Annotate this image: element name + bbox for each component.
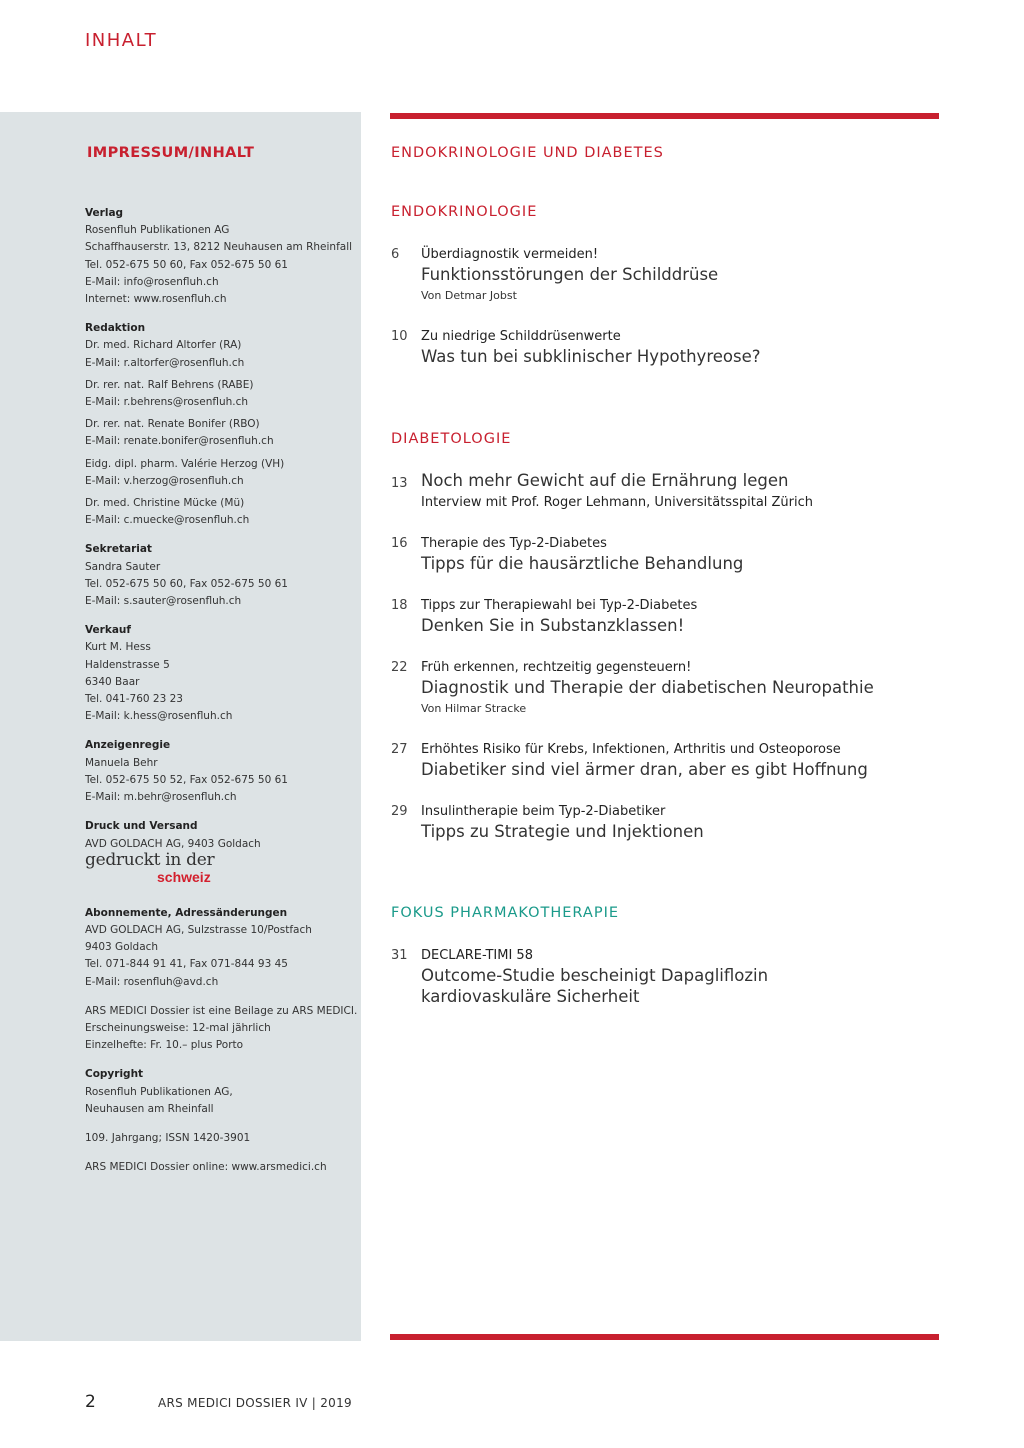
editor-name: Dr. med. Richard Altorfer (RA)	[85, 339, 242, 352]
page-number: 13	[391, 476, 408, 491]
footer-page-number: 2	[85, 1392, 96, 1412]
email-link[interactable]: E-Mail: m.behr@rosenfluh.ch	[85, 791, 237, 804]
entry-headline: Tipps für die hausärztliche Behandlung	[421, 554, 744, 573]
verkauf-section	[85, 622, 355, 725]
imprint-line: AVD GOLDACH AG, Sulzstrasse 10/Postfach	[85, 923, 312, 936]
email-link[interactable]: E-Mail: renate.bonifer@rosenfluh.ch	[85, 435, 274, 448]
section-label: Abonnemente, Adressänderungen	[85, 906, 288, 919]
entry-kicker: Erhöhtes Risiko für Krebs, Infektionen, Arthritis und Osteoporose	[421, 742, 841, 757]
imprint-line: Rosenfluh Publikationen AG,	[85, 1085, 233, 1098]
main-section-title: ENDOKRINOLOGIE UND DIABETES	[391, 145, 664, 161]
email-link[interactable]: E-Mail: c.muecke@rosenfluh.ch	[85, 514, 250, 527]
section-title-diabetologie: DIABETOLOGIE	[391, 431, 512, 447]
logo-text-line1: gedruckt in der	[85, 849, 215, 870]
issn-line	[85, 1130, 355, 1147]
email-link[interactable]: E-Mail: r.altorfer@rosenfluh.ch	[85, 356, 245, 369]
imprint-line: 6340 Baar	[85, 675, 140, 688]
email-link[interactable]: E-Mail: k.hess@rosenfluh.ch	[85, 710, 233, 723]
email-link[interactable]: E-Mail: rosenfluh@avd.ch	[85, 975, 219, 988]
imprint-line: Einzelhefte: Fr. 10.– plus Porto	[85, 1039, 244, 1052]
entry-kicker: Tipps zur Therapiewahl bei Typ-2-Diabetes	[421, 598, 698, 613]
entry-headline: Funktionsstörungen der Schilddrüse	[421, 265, 719, 284]
editor-name: Dr. rer. nat. Ralf Behrens (RABE)	[85, 378, 254, 391]
section-title-fokus: FOKUS PHARMAKOTHERAPIE	[391, 905, 620, 921]
copyright-section	[85, 1066, 355, 1118]
imprint-line: ARS MEDICI Dossier ist eine Beilage zu ARS MEDICI.	[85, 1004, 358, 1017]
editor-entry	[85, 416, 355, 450]
imprint-line: Neuhausen am Rheinfall	[85, 1102, 214, 1115]
entry-headline: Noch mehr Gewicht auf die Ernährung legen	[421, 471, 789, 490]
imprint-line: AVD GOLDACH AG, 9403 Goldach	[85, 837, 261, 850]
entry-kicker: Insulintherapie beim Typ-2-Diabetiker	[421, 804, 666, 819]
section-label: Copyright	[85, 1068, 144, 1081]
bottom-red-rule	[390, 1334, 939, 1340]
page-number: 6	[391, 247, 400, 262]
editor-name: Dr. med. Christine Mücke (Mü)	[85, 497, 245, 510]
sekretariat-section	[85, 541, 355, 610]
entry-headline-line2: kardiovaskuläre Sicherheit	[421, 987, 640, 1006]
section-label: Verkauf	[85, 624, 131, 637]
page-number: 22	[391, 660, 408, 675]
imprint-line: Rosenfluh Publikationen AG	[85, 224, 230, 237]
page-number: 18	[391, 598, 408, 613]
page-header-title: INHALT	[85, 30, 158, 51]
sidebar-title: IMPRESSUM/INHALT	[87, 145, 255, 161]
imprint-line: Tel. 052-675 50 60, Fax 052-675 50 61	[85, 577, 288, 590]
top-red-rule	[390, 113, 939, 119]
page-number: 10	[391, 329, 408, 344]
impressum-sidebar	[0, 112, 361, 1341]
imprint-line: Tel. 071-844 91 41, Fax 071-844 93 45	[85, 958, 288, 971]
imprint-line: Tel. 041-760 23 23	[85, 693, 183, 706]
editor-name: Eidg. dipl. pharm. Valérie Herzog (VH)	[85, 457, 285, 470]
editor-entry	[85, 456, 355, 490]
email-link[interactable]: E-Mail: r.behrens@rosenfluh.ch	[85, 396, 249, 409]
section-label: Verlag	[85, 207, 124, 219]
website-link[interactable]: Internet: www.rosenfluh.ch	[85, 293, 227, 306]
imprint-line: Tel. 052-675 50 52, Fax 052-675 50 61	[85, 773, 288, 786]
entry-subtitle: Interview mit Prof. Roger Lehmann, Universitätsspital Zürich	[421, 495, 814, 510]
page-number: 29	[391, 804, 408, 819]
section-label: Anzeigenregie	[85, 739, 171, 752]
imprint-line: Tel. 052-675 50 60, Fax 052-675 50 61	[85, 258, 288, 271]
entry-kicker: DECLARE-TIMI 58	[421, 948, 533, 963]
publication-info	[85, 1003, 358, 1055]
abo-section	[85, 905, 355, 991]
editor-entry	[85, 337, 355, 371]
imprint-line: 109. Jahrgang; ISSN 1420-3901	[85, 1131, 251, 1144]
imprint-line: Kurt M. Hess	[85, 641, 151, 654]
email-link[interactable]: E-Mail: info@rosenfluh.ch	[85, 275, 219, 288]
verlag-section	[85, 205, 355, 308]
editor-entry	[85, 495, 355, 529]
imprint-line: Haldenstrasse 5	[85, 658, 170, 671]
entry-headline-line1: Outcome-Studie bescheinigt Dapagliflozin	[421, 966, 769, 985]
imprint-line: Schaffhauserstr. 13, 8212 Neuhausen am Rheinfall	[85, 241, 353, 254]
entry-headline: Diagnostik und Therapie der diabetischen Neuropathie	[421, 678, 874, 697]
email-link[interactable]: E-Mail: s.sauter@rosenfluh.ch	[85, 595, 242, 608]
footer-publication: ARS MEDICI DOSSIER IV | 2019	[158, 1396, 352, 1410]
section-label: Redaktion	[85, 322, 146, 335]
editor-name: Dr. rer. nat. Renate Bonifer (RBO)	[85, 418, 260, 431]
entry-byline: Von Detmar Jobst	[421, 289, 517, 302]
page-number: 16	[391, 536, 408, 551]
entry-kicker: Zu niedrige Schilddrüsenwerte	[421, 329, 621, 344]
email-link[interactable]: E-Mail: v.herzog@rosenfluh.ch	[85, 474, 244, 487]
imprint-line: Sandra Sauter	[85, 560, 161, 573]
editor-entry	[85, 377, 355, 411]
online-line	[85, 1159, 355, 1176]
gedruckt-in-der-schweiz-logo	[85, 851, 355, 889]
entry-headline: Diabetiker sind viel ärmer dran, aber es gibt Hoffnung	[421, 760, 868, 779]
entry-kicker: Therapie des Typ-2-Diabetes	[421, 536, 607, 551]
section-label: Druck und Versand	[85, 820, 198, 833]
imprint-line: Erscheinungsweise: 12-mal jährlich	[85, 1021, 271, 1034]
entry-byline: Von Hilmar Stracke	[421, 702, 527, 715]
entry-headline: Was tun bei subklinischer Hypothyreose?	[421, 347, 761, 366]
imprint-line: Manuela Behr	[85, 756, 158, 769]
druck-section	[85, 818, 355, 888]
imprint-block	[85, 205, 358, 1188]
entry-kicker: Überdiagnostik vermeiden!	[421, 247, 599, 262]
page-number: 27	[391, 742, 408, 757]
anzeigenregie-section	[85, 737, 355, 806]
logo-text-line2: schweiz	[157, 868, 211, 885]
imprint-line: 9403 Goldach	[85, 941, 159, 954]
page-number: 31	[391, 948, 408, 963]
entry-headline: Denken Sie in Substanzklassen!	[421, 616, 685, 635]
entry-kicker: Früh erkennen, rechtzeitig gegensteuern!	[421, 660, 692, 675]
redaktion-section	[85, 320, 355, 529]
entry-headline: Tipps zu Strategie und Injektionen	[421, 822, 704, 841]
section-title-endokrinologie: ENDOKRINOLOGIE	[391, 204, 538, 220]
website-link[interactable]: ARS MEDICI Dossier online: www.arsmedici.ch	[85, 1161, 327, 1174]
section-label: Sekretariat	[85, 543, 152, 556]
